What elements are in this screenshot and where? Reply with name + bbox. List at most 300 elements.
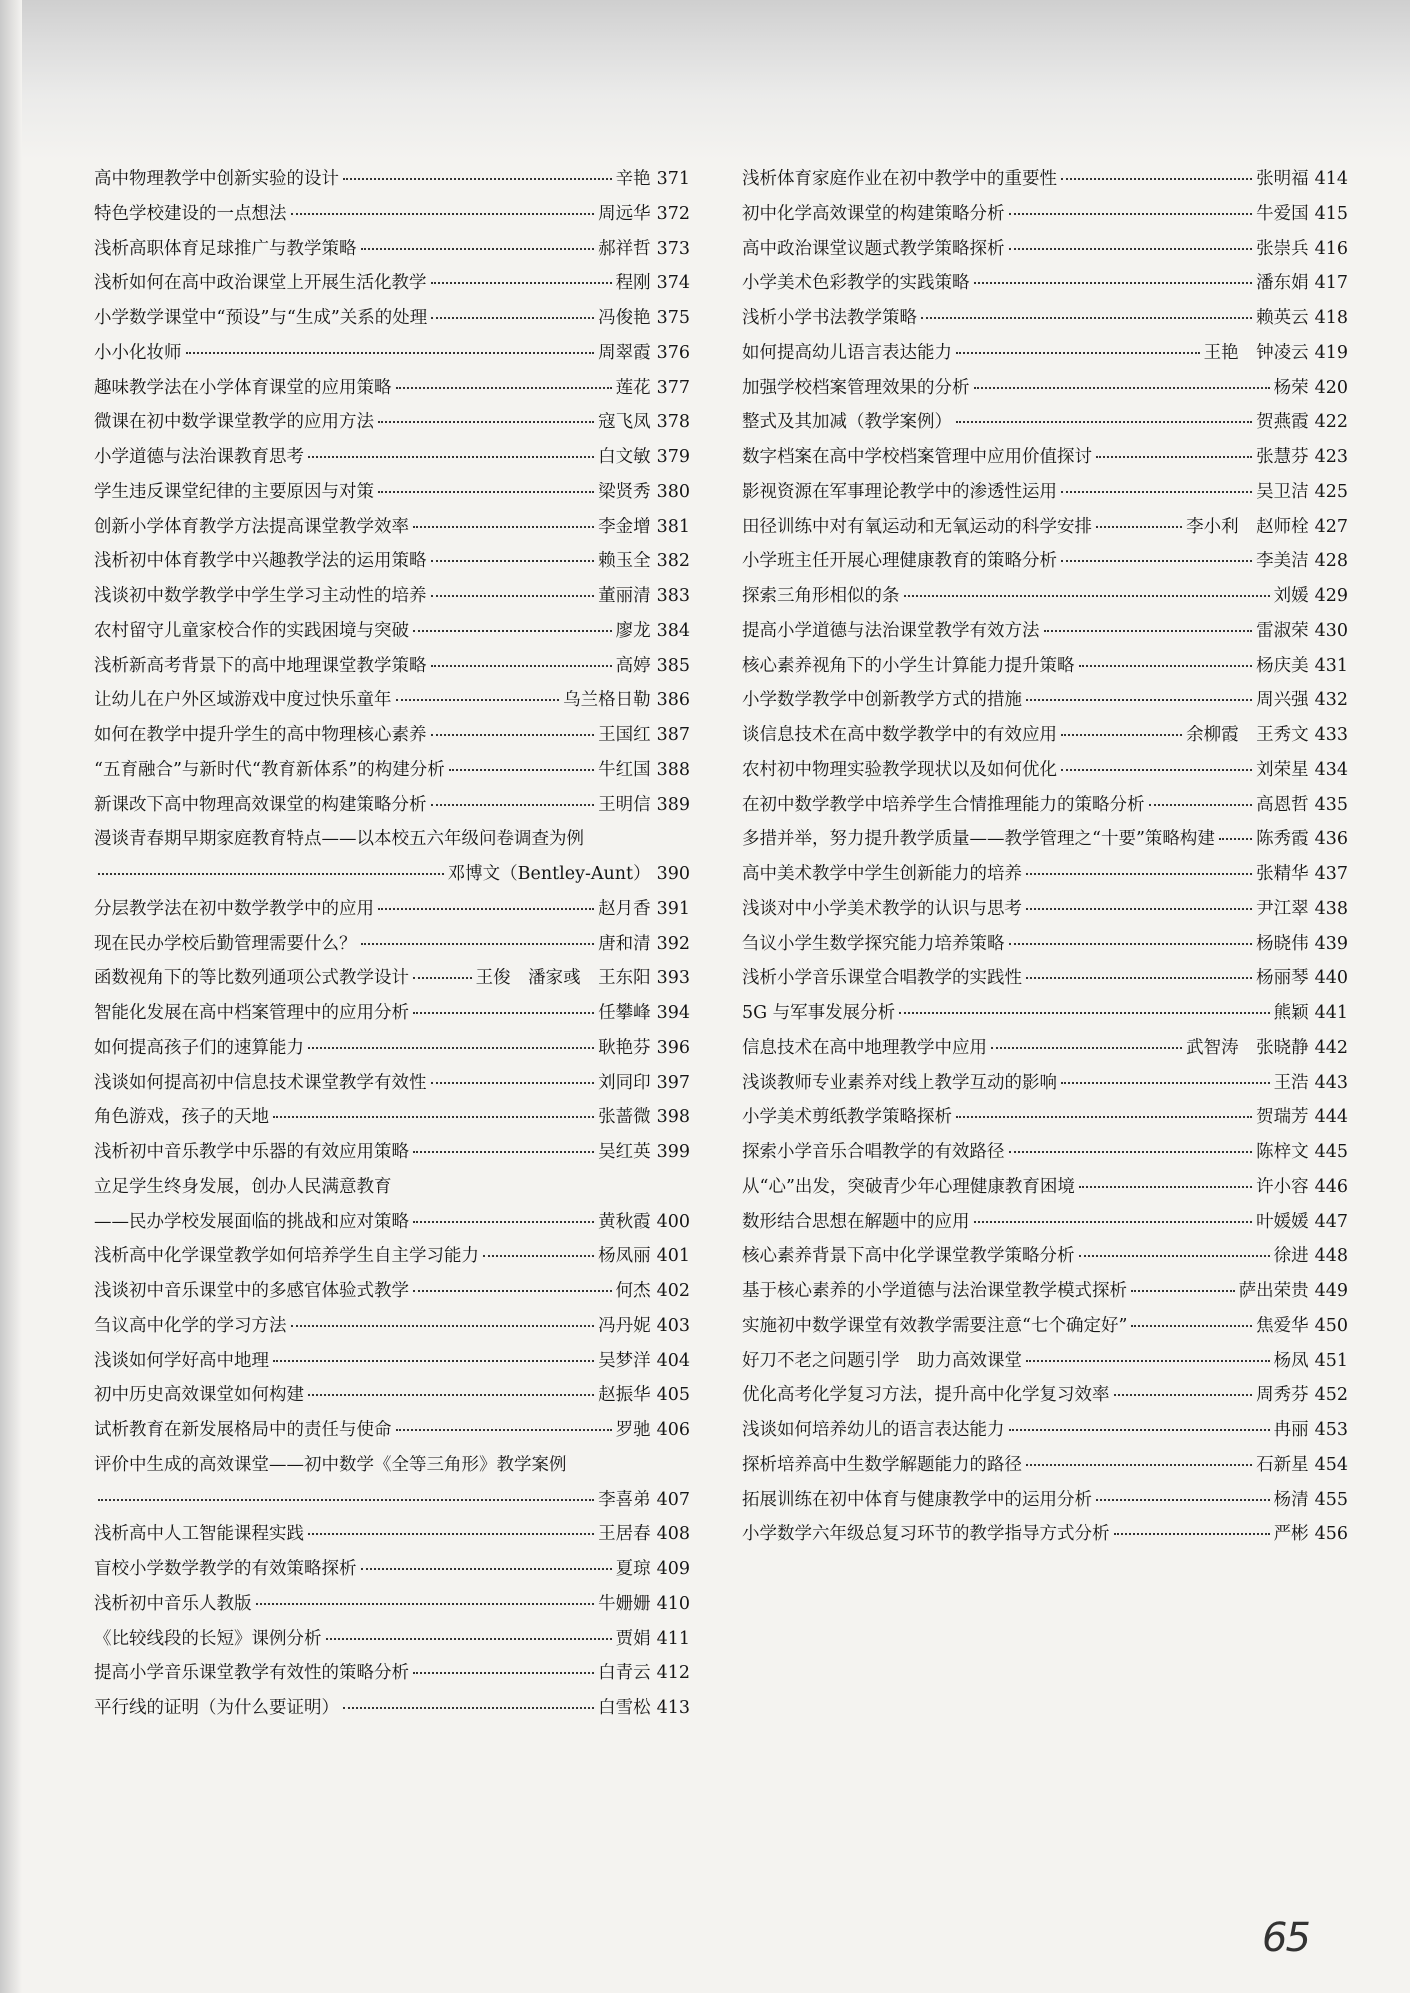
toc-entry-title: 优化高考化学复习方法，提升高中化学复习效率 bbox=[742, 1385, 1110, 1406]
toc-entry-page: 413 bbox=[656, 1698, 690, 1718]
toc-entry-page: 381 bbox=[656, 516, 690, 537]
toc-entry bbox=[94, 232, 690, 267]
toc-entry-title: 让幼儿在户外区域游戏中度过快乐童年 bbox=[94, 690, 392, 711]
toc-entry-author: 周兴强 bbox=[1256, 690, 1309, 711]
toc-entry-title: 平行线的证明（为什么要证明） bbox=[94, 1698, 339, 1718]
dot-leader bbox=[431, 1081, 595, 1084]
toc-entry-page: 455 bbox=[1314, 1489, 1348, 1510]
toc-entry-author: 王艳 钟凌云 bbox=[1203, 342, 1309, 363]
dot-leader bbox=[291, 212, 595, 215]
dot-leader bbox=[431, 559, 595, 562]
dot-leader bbox=[1061, 733, 1182, 736]
dot-leader bbox=[378, 907, 594, 910]
toc-entry-title: 浅谈如何提高初中信息技术课堂教学有效性 bbox=[94, 1072, 427, 1093]
toc-entry-author: 张明福 bbox=[1256, 169, 1309, 189]
toc-entry-author: 张蔷微 bbox=[598, 1107, 651, 1128]
dot-leader bbox=[1079, 1254, 1270, 1257]
toc-entry bbox=[94, 1274, 690, 1309]
toc-entry-author: 王居春 bbox=[598, 1524, 651, 1545]
dot-leader bbox=[413, 1150, 594, 1153]
toc-entry-author: 尹江翠 bbox=[1256, 898, 1309, 919]
toc-entry-page: 438 bbox=[1314, 898, 1348, 919]
toc-entry-page: 431 bbox=[1314, 655, 1348, 676]
toc-entry bbox=[94, 614, 690, 649]
toc-entry-page: 402 bbox=[656, 1281, 690, 1301]
toc-entry-page: 406 bbox=[656, 1420, 690, 1440]
toc-entry-author: 杨荣 bbox=[1273, 377, 1309, 398]
dot-leader bbox=[991, 1046, 1182, 1049]
dot-leader bbox=[1061, 559, 1252, 562]
toc-entry-page: 379 bbox=[656, 447, 690, 467]
dot-leader bbox=[326, 1637, 612, 1640]
toc-entry bbox=[94, 1135, 690, 1170]
toc-entry bbox=[742, 961, 1348, 996]
toc-entry bbox=[94, 1239, 690, 1274]
toc-entry-author: 熊颖 bbox=[1273, 1003, 1309, 1023]
toc-entry bbox=[94, 1309, 690, 1344]
toc-entry-title: 分层教学法在初中数学教学中的应用 bbox=[94, 898, 374, 919]
dot-leader bbox=[1219, 837, 1252, 840]
dot-leader bbox=[1114, 1532, 1270, 1535]
toc-entry bbox=[94, 1622, 690, 1657]
dot-leader bbox=[413, 525, 594, 528]
toc-entry-title: 评价中生成的高效课堂——初中数学《全等三角形》教学案例 bbox=[94, 1454, 567, 1475]
dot-leader bbox=[396, 698, 560, 701]
toc-entry-title: 实施初中数学课堂有效教学需要注意“七个确定好” bbox=[742, 1315, 1128, 1336]
toc-entry bbox=[94, 649, 690, 684]
toc-entry-page: 400 bbox=[656, 1211, 690, 1232]
toc-entry-title: 浅析初中音乐人教版 bbox=[94, 1593, 252, 1614]
toc-entry bbox=[94, 1378, 690, 1413]
toc-entry bbox=[94, 1100, 690, 1135]
toc-entry-page: 454 bbox=[1314, 1454, 1348, 1475]
toc-entry bbox=[94, 1656, 690, 1691]
toc-entry-title: 浅谈初中数学教学中学生学习主动性的培养 bbox=[94, 586, 427, 606]
toc-entry-title: 浅析高中人工智能课程实践 bbox=[94, 1524, 304, 1545]
toc-entry-author: 雷淑荣 bbox=[1256, 620, 1309, 641]
toc-entry bbox=[94, 718, 690, 753]
dot-leader bbox=[1026, 872, 1252, 875]
toc-entry-page: 423 bbox=[1314, 447, 1348, 467]
dot-leader bbox=[98, 872, 444, 875]
dot-leader bbox=[956, 351, 1200, 354]
toc-entry-title: 整式及其加减（教学案例） bbox=[742, 412, 952, 433]
dot-leader bbox=[1061, 490, 1252, 493]
toc-entry bbox=[742, 753, 1348, 788]
toc-entry-page: 432 bbox=[1314, 690, 1348, 711]
toc-entry bbox=[742, 544, 1348, 579]
toc-entry-title: 小学数学六年级总复习环节的教学指导方式分析 bbox=[742, 1524, 1110, 1545]
toc-entry-page: 380 bbox=[656, 481, 690, 502]
toc-entry-author: 辛艳 bbox=[615, 169, 651, 189]
toc-entry bbox=[94, 1170, 690, 1240]
toc-entry-author: 何杰 bbox=[615, 1281, 651, 1301]
toc-entry bbox=[742, 1274, 1348, 1309]
toc-entry bbox=[94, 266, 690, 301]
toc-entry-title: 浅谈教师专业素养对线上教学互动的影响 bbox=[742, 1072, 1057, 1093]
toc-entry-page: 445 bbox=[1314, 1142, 1348, 1162]
toc-entry-author: 刘同印 bbox=[598, 1072, 651, 1093]
dot-leader bbox=[1009, 247, 1253, 250]
toc-entry-title: 浅析新高考背景下的高中地理课堂教学策略 bbox=[94, 655, 427, 676]
toc-entry-author: 王浩 bbox=[1273, 1072, 1309, 1093]
toc-entry-page: 377 bbox=[656, 377, 690, 398]
dot-leader bbox=[378, 490, 594, 493]
toc-entry-author: 黄秋霞 bbox=[598, 1211, 651, 1232]
toc-entry-author: 武智涛 张晓静 bbox=[1186, 1037, 1309, 1058]
toc-entry-page: 371 bbox=[656, 169, 690, 189]
toc-entry-page: 430 bbox=[1314, 620, 1348, 641]
toc-entry-page: 397 bbox=[656, 1072, 690, 1093]
dot-leader bbox=[1026, 1463, 1252, 1466]
toc-entry-title: 初中历史高效课堂如何构建 bbox=[94, 1385, 304, 1406]
dot-leader bbox=[256, 1602, 595, 1605]
toc-entry-title: 探索小学音乐合唱教学的有效路径 bbox=[742, 1142, 1005, 1162]
toc-entry-author: 贾娟 bbox=[615, 1628, 651, 1649]
toc-entry-author: 余柳霞 王秀文 bbox=[1186, 725, 1309, 745]
toc-entry-author: 赖玉全 bbox=[598, 551, 651, 572]
toc-entry-title: 数形结合思想在解题中的应用 bbox=[742, 1211, 970, 1232]
toc-entry-page: 390 bbox=[656, 864, 690, 884]
toc-entry bbox=[742, 475, 1348, 510]
scan-shadow-top bbox=[0, 0, 1410, 160]
toc-entry bbox=[742, 162, 1348, 197]
toc-entry-author: 王明信 bbox=[598, 794, 651, 815]
toc-entry-page: 392 bbox=[656, 933, 690, 954]
toc-entry-page: 448 bbox=[1314, 1246, 1348, 1267]
dot-leader bbox=[1026, 1359, 1270, 1362]
dot-leader bbox=[1026, 698, 1252, 701]
dot-leader bbox=[413, 629, 612, 632]
toc-entry bbox=[94, 510, 690, 545]
toc-entry-title: 浅析初中体育教学中兴趣教学法的运用策略 bbox=[94, 551, 427, 572]
toc-entry-author: 白青云 bbox=[598, 1663, 651, 1684]
toc-entry-page: 388 bbox=[656, 759, 690, 780]
toc-column-left bbox=[94, 162, 690, 1726]
toc-entry-author: 冉丽 bbox=[1273, 1420, 1309, 1440]
toc-entry-page: 456 bbox=[1314, 1524, 1348, 1545]
toc-entry-title: 拓展训练在初中体育与健康教学中的运用分析 bbox=[742, 1489, 1092, 1510]
toc-entry-page: 436 bbox=[1314, 829, 1348, 850]
toc-entry-title: 学生违反课堂纪律的主要原因与对策 bbox=[94, 481, 374, 502]
toc-entry-author: 廖龙 bbox=[615, 620, 651, 641]
toc-entry-author: 焦爱华 bbox=[1256, 1315, 1309, 1336]
toc-entry bbox=[742, 197, 1348, 232]
dot-leader bbox=[1096, 1498, 1270, 1501]
toc-entry-title: 浅析高中化学课堂教学如何培养学生自主学习能力 bbox=[94, 1246, 479, 1267]
toc-entry-page: 383 bbox=[656, 586, 690, 606]
toc-entry-author: 贺燕霞 bbox=[1256, 412, 1309, 433]
toc-entry-page: 414 bbox=[1314, 169, 1348, 189]
toc-entry-page: 407 bbox=[656, 1489, 690, 1510]
toc-entry-title: 探析培养高中生数学解题能力的路径 bbox=[742, 1454, 1022, 1475]
dot-leader bbox=[974, 1220, 1253, 1223]
dot-leader bbox=[1079, 664, 1253, 667]
toc-entry-author: 牛姗姗 bbox=[598, 1593, 651, 1614]
toc-entry bbox=[742, 1100, 1348, 1135]
toc-entry-page: 411 bbox=[656, 1628, 690, 1649]
toc-entry-page: 387 bbox=[656, 725, 690, 745]
toc-entry-page: 449 bbox=[1314, 1281, 1348, 1301]
toc-entry-author: 杨清 bbox=[1273, 1489, 1309, 1510]
dot-leader bbox=[431, 316, 594, 319]
toc-entry-page: 417 bbox=[1314, 273, 1348, 294]
toc-entry-title: “五育融合”与新时代“教育新体系”的构建分析 bbox=[94, 759, 445, 780]
toc-entry-page: 391 bbox=[656, 898, 690, 919]
toc-column-right bbox=[742, 162, 1348, 1552]
toc-entry-author: 唐和清 bbox=[598, 933, 651, 954]
toc-entry bbox=[94, 1413, 690, 1448]
toc-entry bbox=[94, 1066, 690, 1101]
toc-entry-author: 郝祥哲 bbox=[598, 238, 651, 259]
toc-entry-title: 小小化妆师 bbox=[94, 342, 182, 363]
dot-leader bbox=[1044, 629, 1253, 632]
toc-entry-page: 433 bbox=[1314, 725, 1348, 745]
toc-entry-title: 如何提高幼儿语言表达能力 bbox=[742, 342, 952, 363]
toc-entry-author: 冯丹妮 bbox=[598, 1315, 651, 1336]
toc-entry-title: 小学班主任开展心理健康教育的策略分析 bbox=[742, 551, 1057, 572]
dot-leader bbox=[1009, 942, 1253, 945]
dot-leader bbox=[308, 1393, 594, 1396]
toc-entry-page: 385 bbox=[656, 655, 690, 676]
toc-entry-author: 冯俊艳 bbox=[598, 308, 651, 328]
dot-leader bbox=[291, 1324, 595, 1327]
toc-entry bbox=[94, 440, 690, 475]
toc-entry-page: 378 bbox=[656, 412, 690, 433]
toc-entry-page: 429 bbox=[1314, 586, 1348, 606]
dot-leader bbox=[361, 942, 595, 945]
toc-entry-author: 罗驰 bbox=[615, 1420, 651, 1440]
toc-entry-title: 智能化发展在高中档案管理中的应用分析 bbox=[94, 1003, 409, 1023]
toc-entry bbox=[742, 1517, 1348, 1552]
toc-entry bbox=[742, 579, 1348, 614]
toc-entry-author: 赵振华 bbox=[598, 1385, 651, 1406]
toc-entry-page: 427 bbox=[1314, 516, 1348, 537]
toc-entry-title: 浅谈如何培养幼儿的语言表达能力 bbox=[742, 1420, 1005, 1440]
toc-entry bbox=[742, 510, 1348, 545]
dot-leader bbox=[1079, 1185, 1252, 1188]
toc-entry-page: 396 bbox=[656, 1037, 690, 1058]
toc-entry bbox=[94, 301, 690, 336]
dot-leader bbox=[974, 386, 1270, 389]
toc-entry bbox=[94, 1448, 690, 1518]
dot-leader bbox=[1061, 1081, 1270, 1084]
toc-entry-title: 在初中数学教学中培养学生合情推理能力的策略分析 bbox=[742, 794, 1145, 815]
toc-entry-author: 李金增 bbox=[598, 516, 651, 537]
toc-entry-title: 浅析高职体育足球推广与教学策略 bbox=[94, 238, 357, 259]
toc-entry bbox=[742, 927, 1348, 962]
toc-entry-author: 陈梓文 bbox=[1256, 1142, 1309, 1162]
toc-entry-page: 428 bbox=[1314, 551, 1348, 572]
toc-entry-page: 416 bbox=[1314, 238, 1348, 259]
toc-entry-title: 核心素养背景下高中化学课堂教学策略分析 bbox=[742, 1246, 1075, 1267]
toc-entry-title: 数字档案在高中学校档案管理中应用价值探讨 bbox=[742, 447, 1092, 467]
toc-entry-author: 杨凤丽 bbox=[598, 1246, 651, 1267]
toc-entry bbox=[742, 1483, 1348, 1518]
toc-entry-author: 张精华 bbox=[1256, 864, 1309, 884]
toc-entry bbox=[94, 1552, 690, 1587]
dot-leader bbox=[378, 420, 594, 423]
toc-entry-author: 高恩哲 bbox=[1256, 794, 1309, 815]
dot-leader bbox=[956, 420, 1252, 423]
toc-entry-author: 严彬 bbox=[1273, 1524, 1309, 1545]
toc-entry bbox=[94, 197, 690, 232]
toc-entry-page: 393 bbox=[656, 968, 690, 989]
toc-entry bbox=[94, 371, 690, 406]
toc-entry-page: 422 bbox=[1314, 412, 1348, 433]
toc-entry bbox=[742, 301, 1348, 336]
toc-entry-author: 许小容 bbox=[1256, 1176, 1309, 1197]
toc-entry-author: 张慧芬 bbox=[1256, 447, 1309, 467]
dot-leader bbox=[431, 594, 595, 597]
toc-entry-title: 微课在初中数学课堂教学的应用方法 bbox=[94, 412, 374, 433]
dot-leader bbox=[343, 177, 612, 180]
toc-entry-title: 农村初中物理实验教学现状以及如何优化 bbox=[742, 759, 1057, 780]
toc-entry-author: 吴梦洋 bbox=[598, 1350, 651, 1371]
toc-entry-page: 372 bbox=[656, 203, 690, 224]
toc-entry-author: 杨丽琴 bbox=[1256, 968, 1309, 989]
toc-entry-author: 牛爱国 bbox=[1256, 203, 1309, 224]
toc-entry-title: 从“心”出发，突破青少年心理健康教育困境 bbox=[742, 1176, 1075, 1197]
toc-entry-author: 周秀芬 bbox=[1256, 1385, 1309, 1406]
toc-entry-author: 杨庆美 bbox=[1256, 655, 1309, 676]
toc-entry-author: 张崇兵 bbox=[1256, 238, 1309, 259]
toc-entry-author: 刘媛 bbox=[1273, 586, 1309, 606]
toc-entry-page: 405 bbox=[656, 1385, 690, 1406]
dot-leader bbox=[431, 281, 612, 284]
toc-entry-author: 高婷 bbox=[615, 655, 651, 676]
toc-entry-title: 浅谈初中音乐课堂中的多感官体验式教学 bbox=[94, 1281, 409, 1301]
dot-leader bbox=[431, 733, 595, 736]
toc-entry-page: 441 bbox=[1314, 1003, 1348, 1023]
toc-entry-author: 任攀峰 bbox=[598, 1003, 651, 1023]
toc-entry-title: 刍议高中化学的学习方法 bbox=[94, 1315, 287, 1336]
toc-entry-page: 386 bbox=[656, 690, 690, 711]
toc-entry bbox=[742, 822, 1348, 857]
dot-leader bbox=[273, 1359, 594, 1362]
toc-entry-author: 周远华 bbox=[598, 203, 651, 224]
toc-entry-title: 小学数学教学中创新教学方式的措施 bbox=[742, 690, 1022, 711]
dot-leader bbox=[1026, 907, 1252, 910]
toc-entry-title: 小学美术色彩教学的实践策略 bbox=[742, 273, 970, 294]
dot-leader bbox=[396, 1428, 612, 1431]
dot-leader bbox=[921, 316, 1252, 319]
dot-leader bbox=[899, 1011, 1269, 1014]
toc-entry-author: 陈秀霞 bbox=[1256, 829, 1309, 850]
toc-entry-author: 王俊 潘家彧 王东阳 bbox=[475, 968, 651, 989]
toc-entry-page: 419 bbox=[1314, 342, 1348, 363]
toc-entry bbox=[742, 857, 1348, 892]
toc-entry-author: 吴卫洁 bbox=[1256, 481, 1309, 502]
toc-entry-title: 加强学校档案管理效果的分析 bbox=[742, 377, 970, 398]
toc-entry-author: 吴红英 bbox=[598, 1142, 651, 1162]
toc-entry-author: 杨晓伟 bbox=[1256, 933, 1309, 954]
toc-entry-author: 赖英云 bbox=[1256, 308, 1309, 328]
toc-entry bbox=[94, 162, 690, 197]
toc-entry-title: 浅谈如何学好高中地理 bbox=[94, 1350, 269, 1371]
toc-entry-author: 杨凤 bbox=[1273, 1350, 1309, 1371]
toc-entry-page: 412 bbox=[656, 1663, 690, 1684]
toc-entry bbox=[742, 1378, 1348, 1413]
toc-entry-author: 赵月香 bbox=[598, 898, 651, 919]
toc-entry-page: 410 bbox=[656, 1593, 690, 1614]
toc-entry-title: 探索三角形相似的条 bbox=[742, 586, 900, 606]
toc-entry bbox=[94, 1344, 690, 1379]
toc-entry-page: 415 bbox=[1314, 203, 1348, 224]
dot-leader bbox=[308, 455, 594, 458]
toc-entry-page: 450 bbox=[1314, 1315, 1348, 1336]
toc-entry-page: 394 bbox=[656, 1003, 690, 1023]
dot-leader bbox=[956, 1115, 1252, 1118]
toc-entry bbox=[742, 788, 1348, 823]
toc-entry-title: 角色游戏，孩子的天地 bbox=[94, 1107, 269, 1128]
toc-entry-author: 刘荣星 bbox=[1256, 759, 1309, 780]
toc-entry bbox=[742, 336, 1348, 371]
toc-entry bbox=[742, 266, 1348, 301]
toc-entry-author: 梁贤秀 bbox=[598, 481, 651, 502]
toc-entry bbox=[94, 822, 690, 892]
dot-leader bbox=[974, 281, 1253, 284]
toc-entry-title: 提高小学音乐课堂教学有效性的策略分析 bbox=[94, 1663, 409, 1684]
toc-entry-page: 452 bbox=[1314, 1385, 1348, 1406]
toc-entry bbox=[94, 475, 690, 510]
toc-entry bbox=[742, 1309, 1348, 1344]
toc-entry bbox=[94, 927, 690, 962]
toc-entry-title: 高中物理教学中创新实验的设计 bbox=[94, 169, 339, 189]
toc-entry bbox=[742, 440, 1348, 475]
dot-leader bbox=[449, 768, 594, 771]
toc-entry-page: 446 bbox=[1314, 1176, 1348, 1197]
toc-entry-title: 高中政治课堂议题式教学策略探析 bbox=[742, 238, 1005, 259]
toc-entry-title: 信息技术在高中地理教学中应用 bbox=[742, 1037, 987, 1058]
toc-entry-author: 白雪松 bbox=[598, 1698, 651, 1718]
toc-entry-title: 《比较线段的长短》课例分析 bbox=[94, 1628, 322, 1649]
toc-entry-author: 萨出荣贵 bbox=[1238, 1281, 1309, 1301]
dot-leader bbox=[1009, 1428, 1270, 1431]
toc-entry-title: 农村留守儿童家校合作的实践困境与突破 bbox=[94, 620, 409, 641]
toc-entry-title: 谈信息技术在高中数学教学中的有效应用 bbox=[742, 725, 1057, 745]
toc-entry-page: 443 bbox=[1314, 1072, 1348, 1093]
toc-entry-title: 立足学生终身发展，创办人民满意教育 bbox=[94, 1176, 392, 1197]
dot-leader bbox=[1009, 212, 1253, 215]
dot-leader bbox=[396, 386, 612, 389]
toc-entry-author: 周翠霞 bbox=[598, 342, 651, 363]
dot-leader bbox=[1149, 803, 1253, 806]
toc-entry-page: 444 bbox=[1314, 1107, 1348, 1128]
toc-entry-page: 451 bbox=[1314, 1350, 1348, 1371]
toc-entry-title: 小学道德与法治课教育思考 bbox=[94, 447, 304, 467]
dot-leader bbox=[361, 247, 595, 250]
dot-leader bbox=[413, 1671, 594, 1674]
toc-entry-page: 420 bbox=[1314, 377, 1348, 398]
dot-leader bbox=[1061, 177, 1252, 180]
toc-entry-title: 浅析体育家庭作业在初中教学中的重要性 bbox=[742, 169, 1057, 189]
toc-entry bbox=[742, 1066, 1348, 1101]
toc-entry-author: 石新星 bbox=[1256, 1454, 1309, 1475]
toc-entry-title: 函数视角下的等比数列通项公式教学设计 bbox=[94, 968, 409, 989]
toc-entry-page: 376 bbox=[656, 342, 690, 363]
toc-entry-page: 409 bbox=[656, 1559, 690, 1579]
toc-entry-title: 5G 与军事发展分析 bbox=[742, 1003, 896, 1023]
dot-leader bbox=[1096, 455, 1252, 458]
toc-entry-title: 刍议小学生数学探究能力培养策略 bbox=[742, 933, 1005, 954]
toc-entry-author: 王国红 bbox=[598, 725, 651, 745]
toc-entry bbox=[94, 996, 690, 1031]
toc-entry bbox=[742, 892, 1348, 927]
toc-entry-author: 乌兰格日勒 bbox=[563, 690, 651, 711]
dot-leader bbox=[308, 1532, 594, 1535]
toc-entry bbox=[742, 1170, 1348, 1205]
